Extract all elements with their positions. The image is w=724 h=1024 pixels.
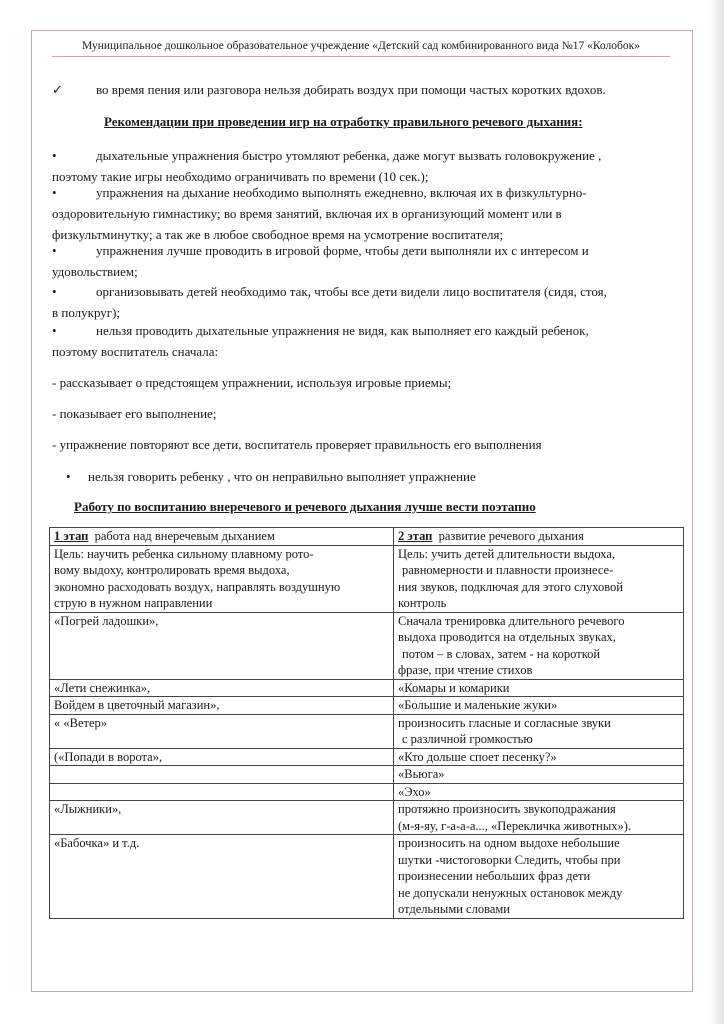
stage2-cell xyxy=(394,835,684,919)
bullet-item xyxy=(52,145,682,187)
bullet-text: организовывать детей необходимо так, чтобы все дети видели лицо воспитателя (сидя, стоя, xyxy=(96,284,607,299)
bullet-text: нельзя говорить ребенку , что он неправильно выполняет упражнение xyxy=(88,469,476,484)
cell-line: «Эхо» xyxy=(398,784,431,799)
stage1-goal xyxy=(50,545,394,612)
table-header-row xyxy=(50,528,684,546)
cell-line: (м-я-яу, г-а-а-а..., «Перекличка животных»). xyxy=(398,818,632,833)
table-row xyxy=(50,545,684,612)
heading-recommendations: Рекомендации при проведении игр на отработку правильного речевого дыхания: xyxy=(104,114,583,129)
cell-line: выдоха проводится на отдельных звуках, xyxy=(398,630,616,644)
bullet-text: удовольствием; xyxy=(52,264,138,279)
stage2-goal xyxy=(394,545,684,612)
dash-item: - рассказывает о предстоящем упражнении, используя игровые приемы; xyxy=(52,375,452,390)
bullet-text: физкультминутку; а так же в любое свободное время на усмотрение воспитателя; xyxy=(52,227,504,242)
stage1-number: 1 этап xyxy=(54,529,89,543)
cell-line: вому выдоху, контролировать время выдоха, xyxy=(54,563,290,577)
cell-line: экономно расходовать воздух, направлять воздушную xyxy=(54,579,341,594)
stage1-cell xyxy=(50,835,394,919)
cell-line: ния звуков, подключая для этого слуховой xyxy=(398,579,623,594)
bullet-icon: • xyxy=(52,243,57,258)
table-row xyxy=(50,766,684,784)
bullet-item xyxy=(52,182,682,245)
table-row xyxy=(50,801,684,835)
cell-line: отдельными словами xyxy=(398,902,510,916)
cell-line: произнесении небольших фраз дети xyxy=(398,869,591,883)
stage2-cell xyxy=(394,748,684,766)
scan-edge-shadow xyxy=(710,0,724,1024)
bullet-item xyxy=(52,240,682,282)
stage2-title: развитие речевого дыхания xyxy=(438,529,584,543)
stage1-title: работа над внеречевым дыханием xyxy=(94,529,275,543)
cell-line xyxy=(54,766,389,783)
cell-line: «Кто дольше споет песенку?» xyxy=(398,749,557,764)
cell-line: фразе, при чтение стихов xyxy=(398,663,533,677)
cell-line: потом – в словах, затем - на короткой xyxy=(402,646,601,661)
stage1-cell xyxy=(50,679,394,697)
stage2-cell xyxy=(394,783,684,801)
stages-table xyxy=(49,527,684,919)
stage2-header xyxy=(394,528,684,546)
cell-line: «Погрей ладошки», xyxy=(54,613,159,628)
cell-line: («Попади в ворота», xyxy=(54,749,163,764)
cell-line: Сначала тренировка длительного речевого xyxy=(398,613,625,628)
table-row xyxy=(50,835,684,919)
stage1-cell xyxy=(50,783,394,801)
bullet-text: оздоровительную гимнастику; во время занятий, включая их в организующий момент или в xyxy=(52,206,562,221)
cell-line: струю в нужном направлении xyxy=(54,596,213,610)
cell-line: протяжно произносить звукоподражания xyxy=(398,802,616,816)
stage2-cell xyxy=(394,714,684,748)
checklist-item-text: во время пения или разговора нельзя добирать воздух при помощи частых коротких вдохов. xyxy=(96,82,606,97)
stage1-header xyxy=(50,528,394,546)
stage2-cell xyxy=(394,612,684,679)
stage1-cell xyxy=(50,801,394,835)
cell-line: «Вьюга» xyxy=(398,767,445,781)
dash-item: - показывает его выполнение; xyxy=(52,406,217,421)
cell-line: Цель: научить ребенка сильному плавному рото- xyxy=(54,546,314,561)
heading-stages: Работу по воспитанию внеречевого и речевого дыхания лучше вести поэтапно xyxy=(74,499,536,514)
bullet-item xyxy=(52,281,682,323)
bullet-text: дыхательные упражнения быстро утомляют ребенка, даже могут вызвать головокружение , xyxy=(96,148,602,163)
bullet-text: в полукруг); xyxy=(52,305,121,320)
cell-line: «Комары и комарики xyxy=(398,680,510,695)
checkmark-icon: ✓ xyxy=(52,82,63,97)
bullet-icon: • xyxy=(52,323,57,338)
table-row xyxy=(50,783,684,801)
checklist-item xyxy=(52,79,682,100)
cell-line: « «Ветер» xyxy=(54,715,108,730)
table-row xyxy=(50,748,684,766)
stage1-cell xyxy=(50,748,394,766)
cell-line: равномерности и плавности произнесе- xyxy=(402,563,614,577)
table-row xyxy=(50,697,684,715)
stage2-cell xyxy=(394,766,684,784)
cell-line: произносить гласные и согласные звуки xyxy=(398,715,611,730)
table-row xyxy=(50,679,684,697)
cell-line: не допускали ненужных остановок между xyxy=(398,885,623,900)
cell-line: шутки -чистоговорки Следить, чтобы при xyxy=(398,852,621,867)
bullet-item xyxy=(66,466,476,487)
cell-line: «Лети снежинка», xyxy=(54,680,151,695)
table-row xyxy=(50,612,684,679)
cell-line: с различной громкостью xyxy=(402,732,533,746)
page-header: Муниципальное дошкольное образовательное учреждение «Детский сад комбинированного вида №17 «Колобок» xyxy=(52,40,670,57)
stage2-cell xyxy=(394,679,684,697)
stage1-cell xyxy=(50,612,394,679)
table-row xyxy=(50,714,684,748)
bullet-text: упражнения лучше проводить в игровой форме, чтобы дети выполняли их с интересом и xyxy=(96,243,589,258)
stage2-cell xyxy=(394,697,684,715)
cell-line xyxy=(54,784,389,801)
bullet-icon: • xyxy=(52,148,57,163)
cell-line: «Лыжники», xyxy=(54,802,122,816)
cell-line: произносить на одном выдохе небольшие xyxy=(398,836,620,850)
bullet-icon: • xyxy=(52,185,57,200)
stage1-cell xyxy=(50,766,394,784)
cell-line: контроль xyxy=(398,596,447,610)
cell-line: Войдем в цветочный магазин», xyxy=(54,698,220,712)
bullet-text: поэтому такие игры необходимо ограничивать по времени (10 сек.); xyxy=(52,169,429,184)
bullet-item xyxy=(52,320,682,362)
bullet-icon: • xyxy=(52,284,57,299)
cell-line: «Бабочка» и т.д. xyxy=(54,836,140,850)
stage1-cell xyxy=(50,714,394,748)
bullet-text: нельзя проводить дыхательные упражнения не видя, как выполняет его каждый ребенок, xyxy=(96,323,589,338)
bullet-icon: • xyxy=(66,469,71,484)
bullet-text: упражнения на дыхание необходимо выполнять ежедневно, включая их в физкультурно- xyxy=(96,185,587,200)
bullet-text: поэтому воспитатель сначала: xyxy=(52,344,219,359)
stage1-cell xyxy=(50,697,394,715)
cell-line: Цель: учить детей длительности выдоха, xyxy=(398,546,616,561)
stage2-number: 2 этап xyxy=(398,529,433,543)
dash-item: - упражнение повторяют все дети, воспитатель проверяет правильность его выполнения xyxy=(52,437,542,452)
cell-line: «Большие и маленькие жуки» xyxy=(398,698,558,712)
stage2-cell xyxy=(394,801,684,835)
